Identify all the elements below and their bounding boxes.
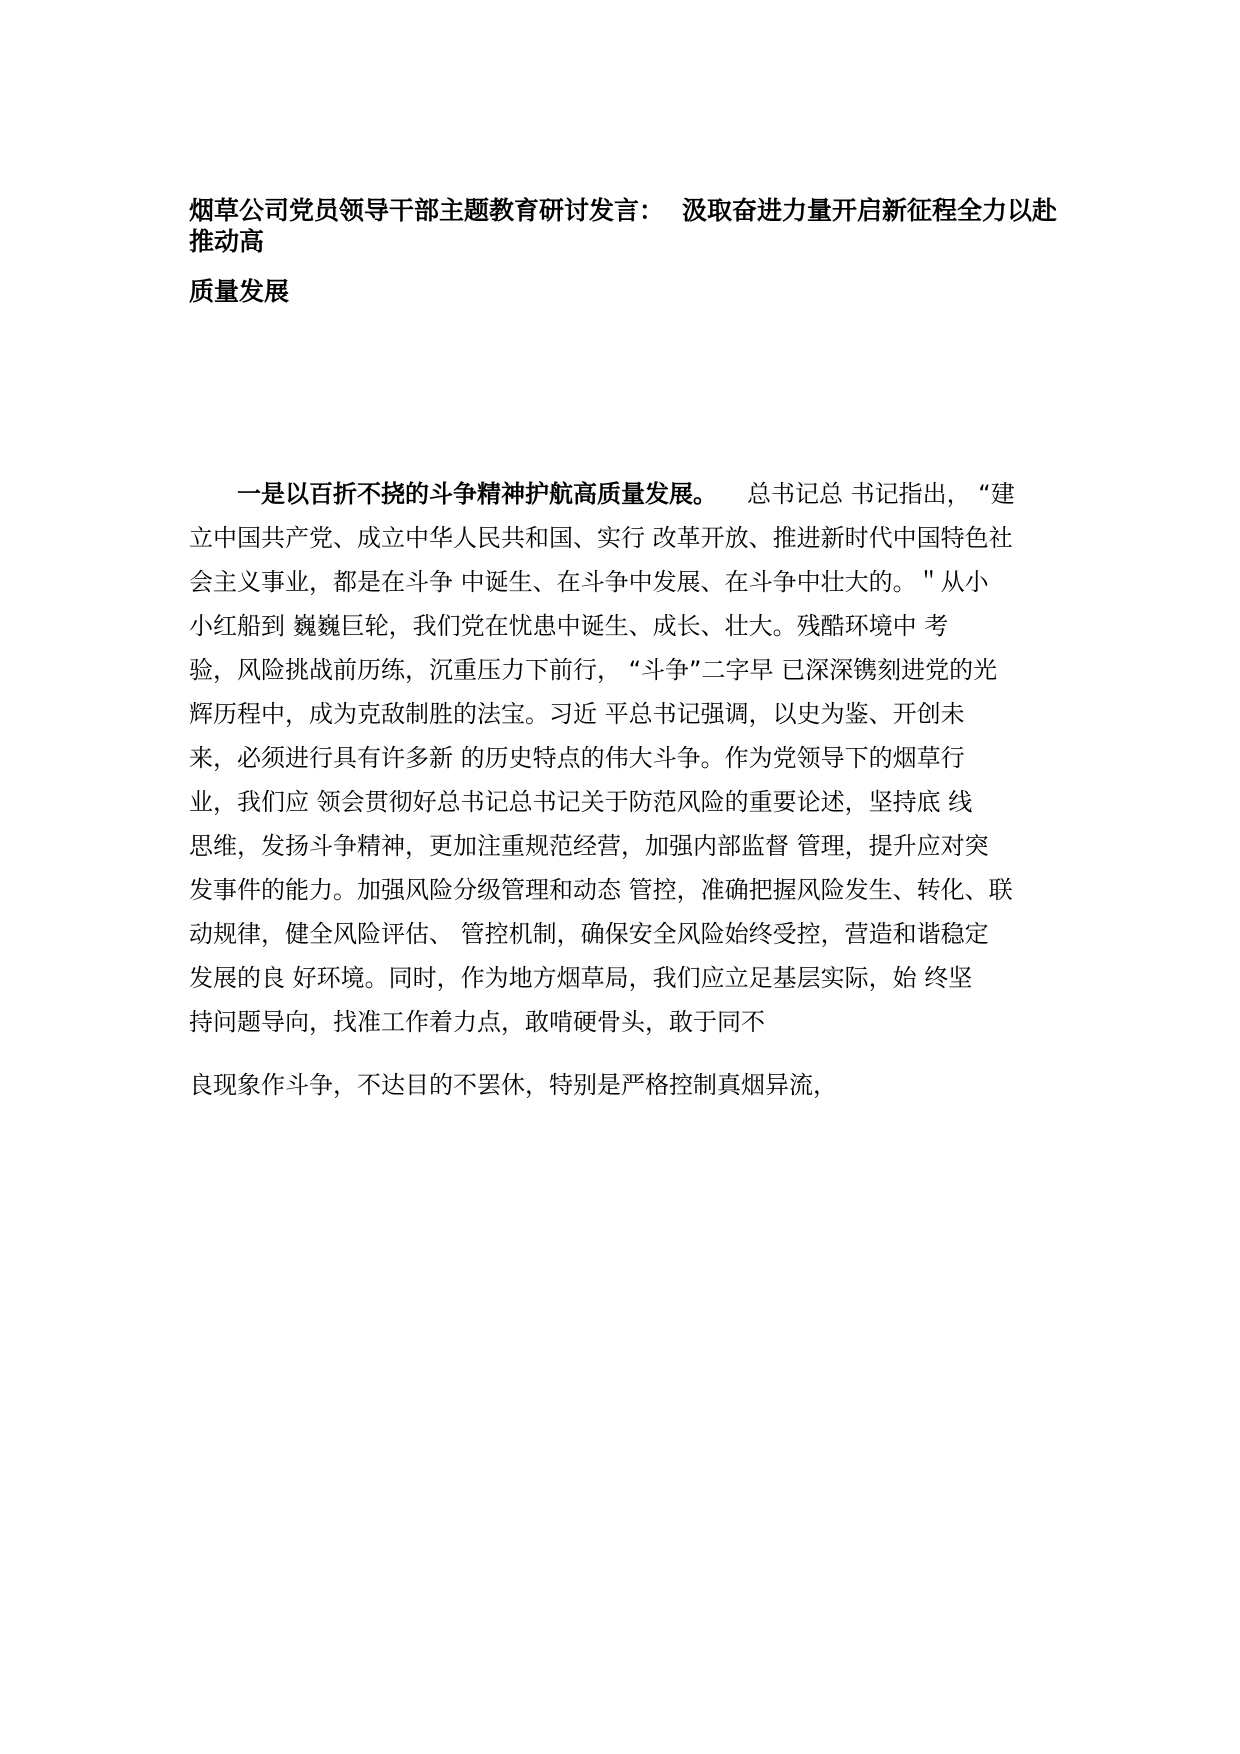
paragraph-1-line-10: 发事件的能力。加强风险分级管理和动态 管控，准确把握风险发生、转化、联 [189, 876, 1013, 904]
paragraph-1-line-3: 会主义事业，都是在斗争 中诞生、在斗争中发展、在斗争中壮大的。＂从小 [189, 568, 989, 596]
paragraph-1-line-1-text: 总书记总 书记指出， “建 [747, 480, 1015, 508]
title-part-2: 汲取奋进力量开启新征程全力以赴 [682, 196, 1058, 225]
paragraph-1-line-13: 持问题导向，找准工作着力点，敢啃硬骨头，敢于同不 [189, 1008, 765, 1036]
paragraph-2: 良现象作斗争，不达目的不罢休，特别是严格控制真烟异流， [189, 1071, 837, 1099]
paragraph-1-line-1 [237, 479, 1015, 509]
paragraph-1-lead: 一是以百折不挠的斗争精神护航高质量发展。 [237, 480, 717, 508]
document-title-line-1 [189, 196, 1069, 226]
title-part-1: 烟草公司党员领导干部主题教育研讨发言： [189, 196, 665, 225]
paragraph-1-line-11: 动规律，健全风险评估、 管控机制，确保安全风险始终受控，营造和谐稳定 [189, 920, 989, 948]
paragraph-1-line-4: 小红船到 巍巍巨轮，我们党在忧患中诞生、成长、壮大。残酷环境中 考 [189, 612, 949, 640]
document-title-line-2: 推动高 [189, 227, 265, 256]
paragraph-1-line-7: 来，必须进行具有许多新 的历史特点的伟大斗争。作为党领导下的烟草行 [189, 744, 965, 772]
paragraph-1-line-9: 思维，发扬斗争精神，更加注重规范经营，加强内部监督 管理，提升应对突 [189, 832, 989, 860]
paragraph-1-line-2: 立中国共产党、成立中华人民共和国、实行 改革开放、推进新时代中国特色社 [189, 524, 1013, 552]
paragraph-1-line-5: 验，风险挑战前历练，沉重压力下前行， “斗争”二字早 已深深镌刻进党的光 [189, 656, 998, 684]
paragraph-1-line-6: 辉历程中，成为克敌制胜的法宝。习近 平总书记强调，以史为鉴、开创未 [189, 700, 965, 728]
document-title-line-3: 质量发展 [189, 277, 290, 306]
paragraph-1-line-12: 发展的良 好环境。同时，作为地方烟草局，我们应立足基层实际，始 终坚 [189, 964, 973, 992]
paragraph-1-line-8: 业，我们应 领会贯彻好总书记总书记关于防范风险的重要论述，坚持底 线 [189, 788, 973, 816]
